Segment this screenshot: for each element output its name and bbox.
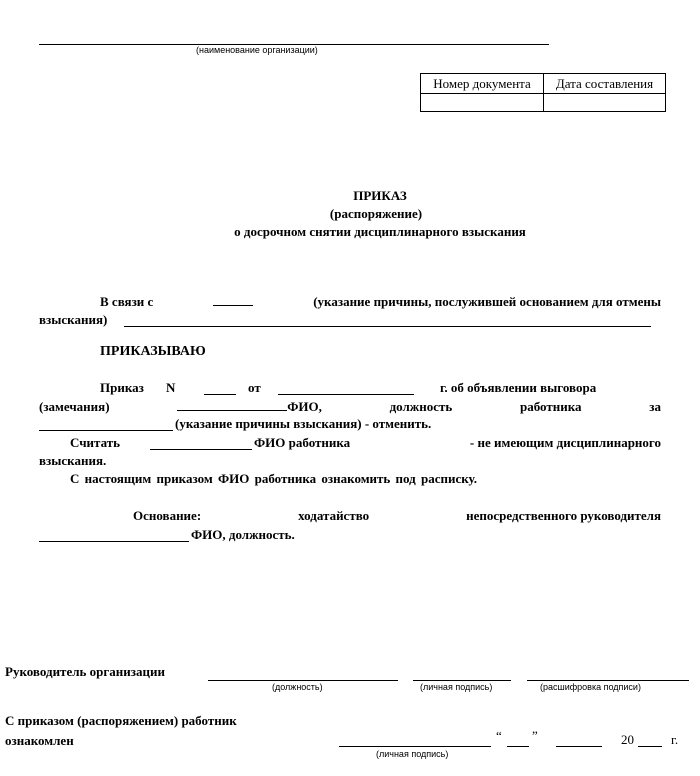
order-employee: работника xyxy=(519,399,582,414)
doc-date-cell xyxy=(544,94,666,112)
ack-quote-close: ” xyxy=(532,728,538,743)
basis-line-2: ФИО, должность. xyxy=(191,527,295,542)
consider-fio: ФИО работника xyxy=(254,435,351,450)
order-cancel-text: (указание причины взыскания) - отменить. xyxy=(175,416,432,431)
ack-month-blank xyxy=(556,746,602,747)
ack-quote-open: “ xyxy=(496,728,502,743)
basis-line-1 xyxy=(133,508,661,524)
order-reprimand-text: г. об объявлении выговора xyxy=(440,380,597,395)
doc-number-cell xyxy=(421,94,544,112)
org-name-caption: (наименование организации) xyxy=(196,45,318,55)
head-decoding-caption: (расшифровка подписи) xyxy=(540,682,641,692)
reason-line-2: взыскания) xyxy=(39,312,108,327)
head-signature-caption: (личная подпись) xyxy=(420,682,493,692)
order-word-prikaz: Приказ xyxy=(100,380,144,395)
order-for: за xyxy=(649,399,661,414)
head-position-caption: (должность) xyxy=(272,682,323,692)
order-fio: ФИО, xyxy=(287,399,322,414)
head-position-line xyxy=(208,680,398,681)
ack-signature-caption: (личная подпись) xyxy=(376,749,449,759)
familiarize-text: С настоящим приказом ФИО работника ознакомить под расписку. xyxy=(70,471,478,486)
ack-signature-line xyxy=(339,746,491,747)
head-signature-line xyxy=(413,680,511,681)
reason-blank-line xyxy=(124,326,651,327)
order-number-blank xyxy=(204,394,236,395)
basis-manager: непосредственного руководителя xyxy=(466,508,661,523)
order-word: ПРИКАЗЫВАЮ xyxy=(100,344,206,359)
order-fio-group xyxy=(177,398,322,415)
consider-blank xyxy=(150,449,252,450)
ack-line-1: С приказом (распоряжением) работник xyxy=(5,713,237,728)
head-decoding-line xyxy=(527,680,689,681)
title-order: ПРИКАЗ xyxy=(353,188,407,203)
doc-number-header: Номер документа xyxy=(421,74,544,94)
ack-day-blank xyxy=(507,746,529,747)
title-instruction: (распоряжение) xyxy=(329,206,423,221)
consider-word: Считать xyxy=(70,435,121,450)
reason-text: (указание причины, послужившей основанием для отмены xyxy=(313,294,661,309)
order-cause-blank xyxy=(39,430,173,431)
order-date-blank xyxy=(278,394,414,395)
order-fio-blank xyxy=(177,398,287,411)
ack-year: 20 xyxy=(621,732,634,747)
order-position: должность xyxy=(389,399,453,414)
order-remark: (замечания) xyxy=(39,399,110,414)
ack-year-suffix: г. xyxy=(671,732,679,747)
doc-number-date-table xyxy=(420,73,666,112)
consider-line-2: взыскания. xyxy=(39,453,107,468)
order-word-n: N xyxy=(166,380,176,395)
basis-label: Основание: xyxy=(133,508,202,523)
doc-date-header: Дата составления xyxy=(544,74,666,94)
basis-petition: ходатайство xyxy=(298,508,370,523)
basis-blank xyxy=(39,541,189,542)
ack-line-2: ознакомлен xyxy=(5,733,74,748)
order-line-2 xyxy=(39,398,661,415)
title-subject: о досрочном снятии дисциплинарного взыскания xyxy=(234,224,526,239)
order-word-ot: от xyxy=(248,380,261,395)
reason-prefix: В связи с xyxy=(100,294,154,309)
ack-year-blank xyxy=(638,746,662,747)
head-label: Руководитель организации xyxy=(5,664,165,679)
consider-status: - не имеющим дисциплинарного xyxy=(469,435,661,450)
reason-blank xyxy=(213,293,253,306)
reason-line-1 xyxy=(100,293,661,310)
